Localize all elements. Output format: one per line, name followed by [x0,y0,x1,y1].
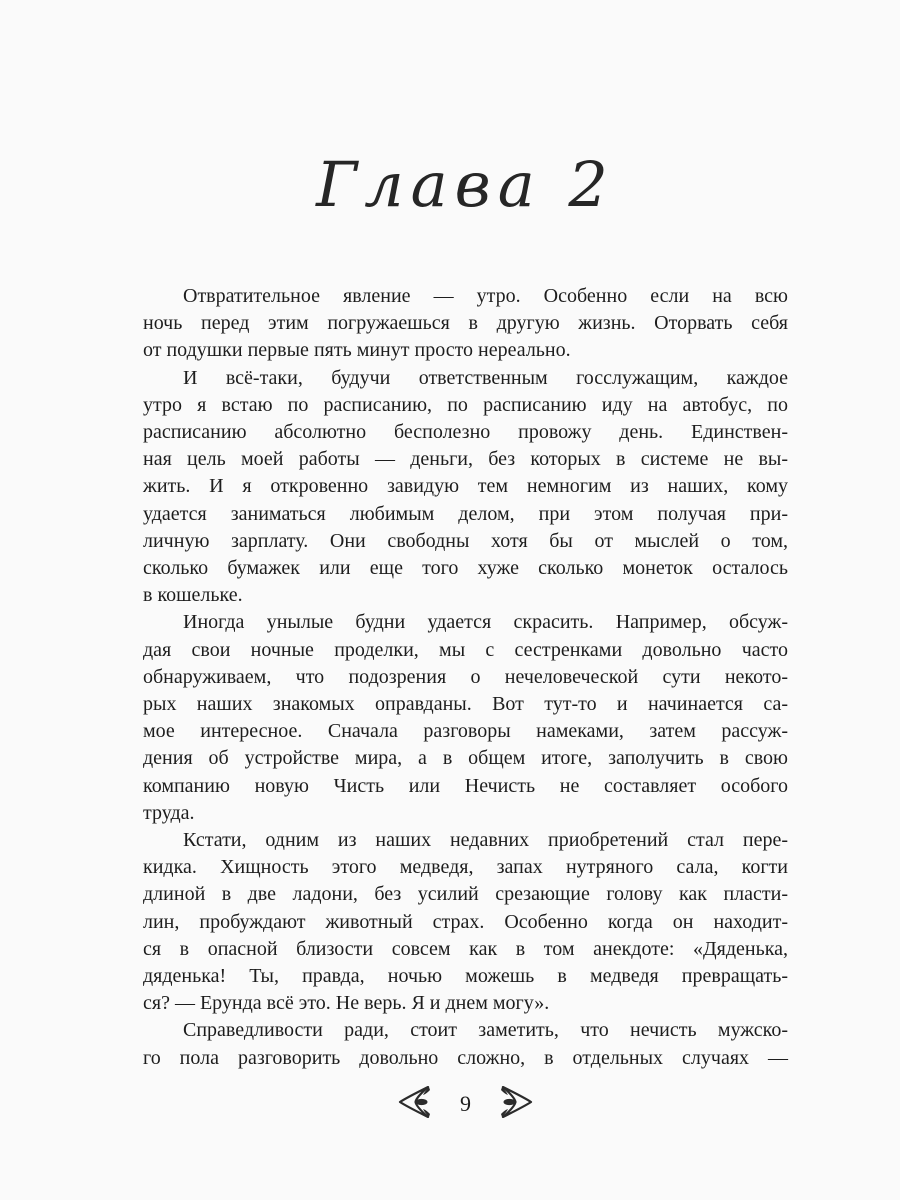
fleuron-right-icon [498,1086,534,1118]
text-line: длиной в две ладони, без усилий срезающие голову как пласти- [143,883,788,906]
text-line: Справедливости ради, стоит заметить, что нечисть мужско- [183,1019,788,1042]
fleuron-left-icon [397,1086,433,1118]
text-line: ная цель моей работы — деньги, без которых в системе не вы- [143,448,788,471]
text-line: расписанию абсолютно бесполезно провожу день. Единствен- [143,421,788,444]
text-line: в кошельке. [143,584,243,607]
text-line: от подушки первые пять минут просто нереально. [143,339,571,362]
page-footer [143,1086,788,1118]
text-line: кидка. Хищность этого медведя, запах нутряного сала, когти [143,856,788,879]
text-line: обнаруживаем, что подозрения о нечеловеческой сути некото- [143,665,788,688]
text-line: дения об устройстве мира, а в общем итоге, заполучить в свою [143,747,788,770]
text-line: труда. [143,801,195,824]
text-line: мое интересное. Сначала разговоры намеками, затем рассуж- [143,720,788,743]
text-line: го пола разговорить довольно сложно, в отдельных случаях — [143,1046,788,1069]
text-line: И всё-таки, будучи ответственным госслужащим, каждое [183,366,788,389]
page-number: 9 [460,1091,471,1116]
text-line: лин, пробуждают животный страх. Особенно когда он находит- [143,910,788,933]
text-line: дая свои ночные проделки, мы с сестренками довольно часто [143,638,788,661]
text-line: дяденька! Ты, правда, ночью можешь в медведя превращать- [143,965,788,988]
text-line: Отвратительное явление — утро. Особенно если на всю [183,285,788,307]
text-line: удается заниматься любимым делом, при этом получая при- [143,502,788,525]
text-line: личную зарплату. Они свободны хотя бы от мыслей о том, [143,529,788,552]
text-line: ся в опасной близости совсем как в том анекдоте: «Дяденька, [143,937,788,960]
text-line: Иногда унылые будни удается скрасить. Например, обсуж- [183,611,788,634]
text-line: компанию новую Чисть или Нечисть не составляет особого [143,774,788,797]
text-line: ся? — Ерунда всё это. Не верь. Я и днем могу». [143,992,550,1015]
text-line: ночь перед этим погружаешься в другую жизнь. Оторвать себя [143,312,788,335]
body-text [143,283,788,1072]
text-line: утро я встаю по расписанию, по расписанию иду на автобус, по [143,393,788,416]
text-line: сколько бумажек или еще того хуже сколько монеток осталось [143,557,788,580]
text-line: Кстати, одним из наших недавних приобретений стал пере- [183,829,788,852]
text-line: рых наших знакомых оправданы. Вот тут-то и начинается са- [143,693,788,716]
text-line: жить. И я откровенно завидую тем немногим из наших, кому [143,475,788,498]
chapter-title: Глава 2 [316,148,615,221]
